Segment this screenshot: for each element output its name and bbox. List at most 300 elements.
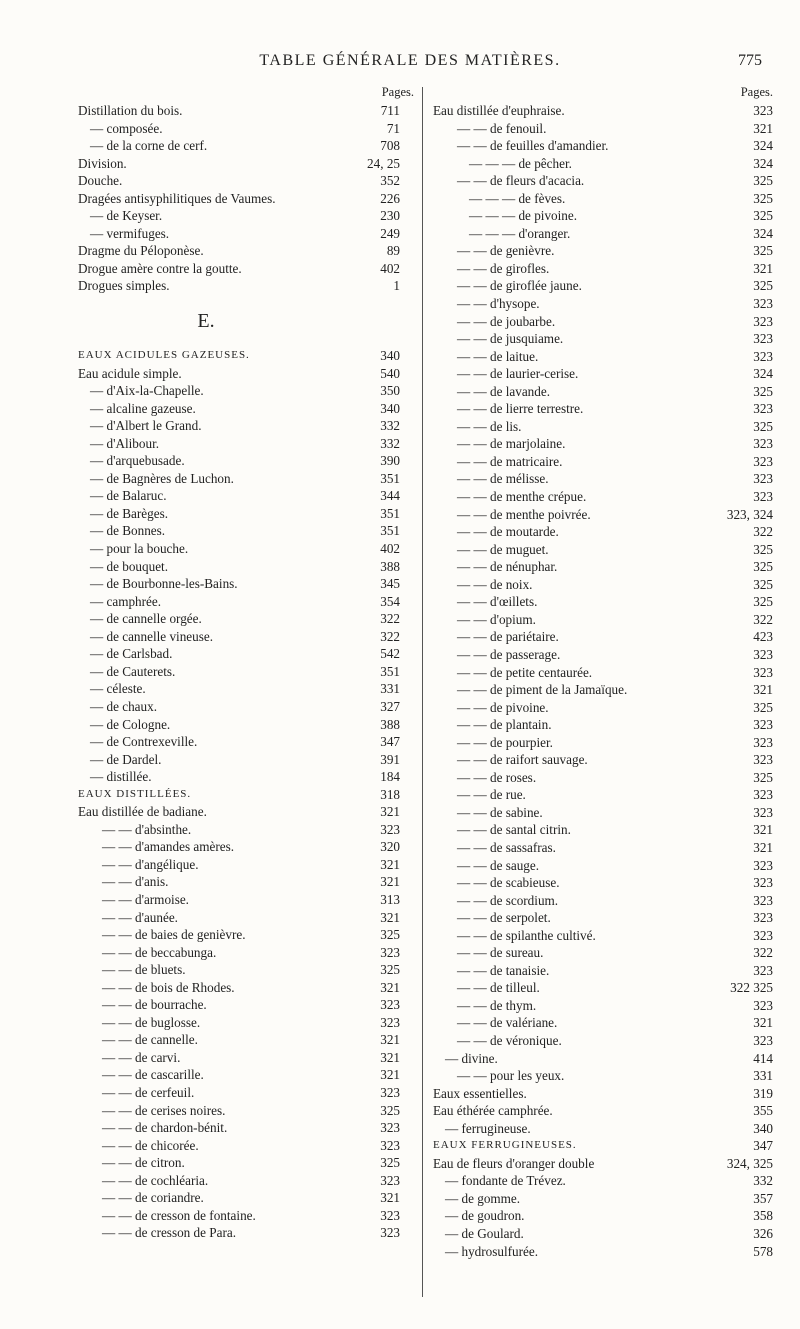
entry-page: 340 bbox=[753, 1120, 773, 1136]
entry-page: 323 bbox=[753, 734, 773, 750]
entry-text: Dragme du Péloponèse. bbox=[78, 243, 204, 259]
index-entry bbox=[433, 576, 773, 594]
index-entry bbox=[433, 1120, 773, 1138]
left-column bbox=[78, 87, 414, 1242]
index-entry bbox=[78, 382, 414, 400]
entry-page: 325 bbox=[753, 208, 773, 224]
entry-page: 1 bbox=[393, 278, 400, 294]
entry-page: 323 bbox=[380, 1207, 400, 1223]
entry-page: 322 bbox=[753, 945, 773, 961]
entry-text: Eau acidule simple. bbox=[78, 365, 182, 381]
entry-page: 323 bbox=[753, 787, 773, 803]
entry-text: — — de matricaire. bbox=[457, 453, 563, 469]
index-entry bbox=[433, 944, 773, 962]
entry-text: — — de jusquiame. bbox=[457, 331, 564, 347]
entry-page: 323 bbox=[753, 664, 773, 680]
pages-label-right: Pages. bbox=[740, 85, 773, 99]
index-entry bbox=[433, 383, 773, 401]
entry-text: — — de chardon-bénit. bbox=[102, 1120, 228, 1136]
pages-label-left: Pages. bbox=[381, 85, 414, 99]
entry-text: — de Carlsbad. bbox=[90, 646, 173, 662]
entry-page: 323 bbox=[753, 471, 773, 487]
index-entry bbox=[433, 137, 773, 155]
entry-page: 322 bbox=[380, 628, 400, 644]
entry-text: — ferrugineuse. bbox=[445, 1120, 531, 1136]
entry-page: 321 bbox=[753, 1015, 773, 1031]
index-entry bbox=[433, 1032, 773, 1050]
entry-page: 322 bbox=[753, 524, 773, 540]
entry-text: — — de scordium. bbox=[457, 892, 559, 908]
index-entry bbox=[78, 207, 414, 225]
entry-page: 351 bbox=[380, 663, 400, 679]
index-entry bbox=[78, 155, 414, 173]
index-entry bbox=[433, 1155, 773, 1173]
entry-page: 323 bbox=[753, 962, 773, 978]
index-entry bbox=[78, 522, 414, 540]
entry-text: — — — de fèves. bbox=[469, 190, 566, 206]
index-entry bbox=[78, 593, 414, 611]
entry-text: — de bouquet. bbox=[90, 558, 169, 574]
index-entry bbox=[78, 225, 414, 243]
entry-text: Distillation du bois. bbox=[78, 103, 183, 118]
index-entry bbox=[433, 839, 773, 857]
entry-text: — — de serpolet. bbox=[457, 910, 551, 926]
entry-text: — — d'absinthe. bbox=[102, 821, 192, 837]
entry-text: — pour la bouche. bbox=[90, 541, 189, 557]
entry-text: — — de joubarbe. bbox=[457, 313, 556, 329]
entry-page: 347 bbox=[380, 734, 400, 750]
entry-text: — — de cresson de Para. bbox=[102, 1225, 237, 1241]
entry-page: 323 bbox=[753, 646, 773, 662]
index-entry bbox=[78, 452, 414, 470]
index-entry bbox=[433, 593, 773, 611]
entry-text: — — de rue. bbox=[457, 787, 526, 803]
entry-text: — fondante de Trévez. bbox=[445, 1173, 566, 1189]
entry-text: — — de moutarde. bbox=[457, 524, 559, 540]
index-entry bbox=[433, 260, 773, 278]
index-entry bbox=[433, 611, 773, 629]
index-entry bbox=[78, 1031, 414, 1049]
entry-page: 323 bbox=[753, 997, 773, 1013]
entry-text: — — de tilleul. bbox=[457, 980, 540, 996]
index-entry bbox=[78, 698, 414, 716]
entry-page: 325 bbox=[380, 927, 400, 943]
index-entry bbox=[433, 962, 773, 980]
entry-text: Dragées antisyphilitiques de Vaumes. bbox=[78, 190, 276, 206]
entry-text: — — de lierre terrestre. bbox=[457, 401, 584, 417]
entry-text: — de Bagnères de Luchon. bbox=[90, 470, 234, 486]
index-entry bbox=[78, 417, 414, 435]
index-entry bbox=[78, 1207, 414, 1225]
entry-text: — — — de pêcher. bbox=[469, 155, 572, 171]
entry-page: 318 bbox=[380, 786, 400, 802]
entry-page: 323 bbox=[753, 103, 773, 118]
index-entry bbox=[78, 505, 414, 523]
index-entry bbox=[433, 242, 773, 260]
index-entry bbox=[78, 575, 414, 593]
index-entry bbox=[433, 892, 773, 910]
index-entry bbox=[433, 1102, 773, 1120]
entry-page: 323 bbox=[753, 313, 773, 329]
index-entry bbox=[78, 1172, 414, 1190]
entry-text: — de chaux. bbox=[90, 698, 158, 714]
index-entry bbox=[433, 646, 773, 664]
entry-page: 325 bbox=[753, 559, 773, 575]
index-entry bbox=[433, 751, 773, 769]
entry-page: 542 bbox=[380, 646, 400, 662]
entry-text: — — de lavande. bbox=[457, 383, 551, 399]
index-entry bbox=[433, 506, 773, 524]
entry-text: — — de cresson de fontaine. bbox=[102, 1207, 256, 1223]
index-entry bbox=[78, 190, 414, 208]
page-title: TABLE GÉNÉRALE DES MATIÈRES. bbox=[259, 52, 561, 69]
entry-text: — — de scabieuse. bbox=[457, 875, 560, 891]
entry-page: 184 bbox=[380, 769, 400, 785]
entry-text: — — de cannelle. bbox=[102, 1032, 198, 1048]
entry-text: — — de piment de la Jamaïque. bbox=[457, 682, 628, 698]
entry-text: — — d'amandes amères. bbox=[102, 839, 235, 855]
index-entry bbox=[78, 470, 414, 488]
entry-page: 326 bbox=[753, 1226, 773, 1241]
entry-page: 414 bbox=[753, 1050, 773, 1066]
left-entry-list-e bbox=[78, 347, 414, 1242]
index-entry bbox=[78, 1189, 414, 1207]
index-entry bbox=[78, 1014, 414, 1032]
entry-text: — — de marjolaine. bbox=[457, 436, 566, 452]
index-entry bbox=[433, 102, 773, 120]
entry-text: — de Cologne. bbox=[90, 716, 171, 732]
entry-text: — de Goulard. bbox=[445, 1226, 524, 1241]
entry-page: 324, 325 bbox=[726, 1155, 773, 1171]
entry-page: 340 bbox=[380, 400, 400, 416]
index-entry bbox=[78, 558, 414, 576]
index-entry bbox=[433, 769, 773, 787]
entry-page: 321 bbox=[380, 874, 400, 890]
entry-page: 321 bbox=[380, 909, 400, 925]
index-entry bbox=[433, 225, 773, 243]
index-entry bbox=[433, 348, 773, 366]
entry-text: — — de sassafras. bbox=[457, 839, 556, 855]
index-entry bbox=[433, 664, 773, 682]
entry-page: 578 bbox=[753, 1243, 773, 1259]
entry-text: — — de cascarille. bbox=[102, 1067, 204, 1083]
entry-page: 332 bbox=[753, 1173, 773, 1189]
index-entry bbox=[78, 1049, 414, 1067]
entry-page: 323 bbox=[753, 489, 773, 505]
entry-page: 325 bbox=[753, 383, 773, 399]
entry-text: — — de bois de Rhodes. bbox=[102, 979, 235, 995]
entry-page: 325 bbox=[753, 576, 773, 592]
index-entry bbox=[433, 365, 773, 383]
entry-page: 323 bbox=[753, 910, 773, 926]
index-entry bbox=[433, 979, 773, 997]
entry-page: 323 bbox=[753, 436, 773, 452]
entry-text: — — de coriandre. bbox=[102, 1190, 204, 1206]
entry-text: — — de beccabunga. bbox=[102, 944, 217, 960]
entry-text: — — de petite centaurée. bbox=[457, 664, 593, 680]
index-entry bbox=[433, 716, 773, 734]
entry-text: — camphrée. bbox=[90, 593, 162, 609]
entry-page: 323 bbox=[753, 331, 773, 347]
entry-page: 351 bbox=[380, 523, 400, 539]
entry-page: 321 bbox=[380, 1032, 400, 1048]
index-entry bbox=[78, 645, 414, 663]
entry-page: 321 bbox=[380, 804, 400, 820]
entry-page: 324 bbox=[753, 155, 773, 171]
index-entry bbox=[433, 927, 773, 945]
entry-text: — — d'angélique. bbox=[102, 856, 199, 872]
index-entry bbox=[78, 1066, 414, 1084]
entry-text: — — de feuilles d'amandier. bbox=[457, 138, 609, 154]
index-entry bbox=[433, 1067, 773, 1085]
entry-page: 350 bbox=[380, 383, 400, 399]
entry-page: 325 bbox=[380, 962, 400, 978]
entry-text: — — d'armoise. bbox=[102, 891, 189, 907]
index-entry bbox=[78, 838, 414, 856]
entry-page: 323 bbox=[753, 892, 773, 908]
entry-page: 323 bbox=[753, 752, 773, 768]
entry-text: — — de cochléaria. bbox=[102, 1172, 209, 1188]
entry-text: Eau éthérée camphrée. bbox=[433, 1103, 553, 1119]
index-entry bbox=[78, 803, 414, 821]
entry-text: — hydrosulfurée. bbox=[445, 1243, 539, 1259]
entry-page: 391 bbox=[380, 751, 400, 767]
entry-page: 321 bbox=[380, 1067, 400, 1083]
entry-page: 323 bbox=[753, 804, 773, 820]
entry-text: — d'Alibour. bbox=[90, 435, 160, 451]
entry-page: 322 bbox=[753, 611, 773, 627]
entry-page: 351 bbox=[380, 470, 400, 486]
index-entry bbox=[433, 400, 773, 418]
entry-text: — — de bourrache. bbox=[102, 997, 207, 1013]
entry-text: — — de pariétaire. bbox=[457, 629, 559, 645]
entry-text: — — de laitue. bbox=[457, 348, 539, 364]
entry-page: 319 bbox=[753, 1085, 773, 1101]
index-entry bbox=[433, 821, 773, 839]
entry-page: 24, 25 bbox=[367, 155, 400, 171]
entry-page: 325 bbox=[753, 418, 773, 434]
entry-text: — — de passerage. bbox=[457, 646, 561, 662]
entry-text: EAUX ACIDULES GAZEUSES. bbox=[78, 349, 250, 362]
entry-text: — de Cauterets. bbox=[90, 663, 176, 679]
index-entry bbox=[78, 909, 414, 927]
entry-text: — de cannelle orgée. bbox=[90, 611, 202, 627]
index-entry bbox=[433, 786, 773, 804]
entry-text: — — d'anis. bbox=[102, 874, 169, 890]
entry-page: 358 bbox=[753, 1208, 773, 1224]
index-entry bbox=[433, 874, 773, 892]
entry-page: 323 bbox=[753, 453, 773, 469]
index-entry bbox=[78, 1119, 414, 1137]
pages-label-left-container bbox=[78, 87, 414, 102]
entry-text: — — de muguet. bbox=[457, 541, 549, 557]
pages-label-right-container bbox=[433, 87, 773, 102]
entry-text: EAUX DISTILLÉES. bbox=[78, 787, 192, 800]
index-entry bbox=[78, 768, 414, 786]
index-entry bbox=[78, 821, 414, 839]
entry-text: — de Dardel. bbox=[90, 751, 162, 767]
entry-text: Drogue amère contre la goutte. bbox=[78, 260, 242, 276]
index-entry bbox=[78, 786, 414, 804]
entry-page: 345 bbox=[380, 576, 400, 592]
entry-page: 354 bbox=[380, 593, 400, 609]
index-entry bbox=[78, 961, 414, 979]
entry-text: — — de valériane. bbox=[457, 1015, 558, 1031]
entry-page: 327 bbox=[380, 698, 400, 714]
entry-page: 540 bbox=[380, 365, 400, 381]
entry-text: — — d'aunée. bbox=[102, 909, 178, 925]
index-entry bbox=[433, 804, 773, 822]
entry-page: 323 bbox=[753, 401, 773, 417]
entry-page: 324 bbox=[753, 366, 773, 382]
entry-text: — — de raifort sauvage. bbox=[457, 752, 588, 768]
index-entry bbox=[433, 1014, 773, 1032]
entry-text: — — de lis. bbox=[457, 418, 522, 434]
index-entry bbox=[433, 172, 773, 190]
entry-text: Division. bbox=[78, 155, 127, 171]
index-entry bbox=[433, 1225, 773, 1243]
index-entry bbox=[78, 733, 414, 751]
index-entry bbox=[78, 172, 414, 190]
entry-page: 323 bbox=[753, 296, 773, 312]
index-entry bbox=[78, 347, 414, 365]
index-entry bbox=[78, 610, 414, 628]
index-entry bbox=[433, 470, 773, 488]
entry-text: — de gomme. bbox=[445, 1190, 521, 1206]
entry-page: 323 bbox=[380, 944, 400, 960]
entry-text: — — de mélisse. bbox=[457, 471, 549, 487]
entry-text: — de Balaruc. bbox=[90, 488, 167, 504]
entry-page: 323 bbox=[753, 717, 773, 733]
entry-text: — — de sauge. bbox=[457, 857, 540, 873]
entry-page: 321 bbox=[380, 1049, 400, 1065]
entry-text: — de Bourbonne-les-Bains. bbox=[90, 576, 238, 592]
index-entry bbox=[78, 277, 414, 295]
entry-page: 226 bbox=[380, 190, 400, 206]
entry-page: 332 bbox=[380, 435, 400, 451]
index-entry bbox=[433, 435, 773, 453]
entry-text: — — pour les yeux. bbox=[457, 1068, 565, 1084]
index-entry bbox=[78, 1224, 414, 1242]
entry-page: 351 bbox=[380, 505, 400, 521]
index-entry bbox=[78, 137, 414, 155]
entry-page: 323 bbox=[753, 927, 773, 943]
index-entry bbox=[433, 909, 773, 927]
entry-page: 321 bbox=[753, 682, 773, 698]
entry-text: — — de pourpier. bbox=[457, 734, 553, 750]
index-entry bbox=[433, 997, 773, 1015]
entry-page: 323 bbox=[753, 348, 773, 364]
page-number: 775 bbox=[738, 52, 762, 69]
entry-page: 323 bbox=[380, 1014, 400, 1030]
entry-text: — vermifuges. bbox=[90, 225, 170, 241]
entry-text: Douche. bbox=[78, 173, 123, 189]
entry-page: 325 bbox=[753, 699, 773, 715]
index-entry bbox=[78, 1137, 414, 1155]
entry-text: — — de sureau. bbox=[457, 945, 544, 961]
entry-page: 325 bbox=[380, 1155, 400, 1171]
index-entry bbox=[78, 926, 414, 944]
entry-page: 402 bbox=[380, 260, 400, 276]
entry-text: — — — d'oranger. bbox=[469, 225, 571, 241]
entry-text: — composée. bbox=[90, 120, 163, 136]
index-entry bbox=[433, 1050, 773, 1068]
entry-text: — d'arquebusade. bbox=[90, 453, 185, 469]
index-entry bbox=[78, 242, 414, 260]
index-entry bbox=[433, 1190, 773, 1208]
left-entry-list bbox=[78, 102, 414, 295]
entry-text: — de cannelle vineuse. bbox=[90, 628, 214, 644]
index-entry bbox=[78, 856, 414, 874]
index-entry bbox=[433, 1137, 773, 1155]
entry-text: — de Keyser. bbox=[90, 208, 163, 224]
entry-page: 321 bbox=[380, 856, 400, 872]
entry-page: 321 bbox=[753, 839, 773, 855]
entry-page: 71 bbox=[386, 120, 400, 136]
index-entry bbox=[433, 734, 773, 752]
index-entry bbox=[78, 716, 414, 734]
index-entry bbox=[433, 190, 773, 208]
entry-text: — — de chicorée. bbox=[102, 1137, 199, 1153]
entry-text: — de goudron. bbox=[445, 1208, 525, 1224]
entry-page: 323, 324 bbox=[726, 506, 773, 522]
index-entry bbox=[78, 400, 414, 418]
index-entry bbox=[433, 699, 773, 717]
index-entry bbox=[433, 313, 773, 331]
entry-text: Eau distillée de badiane. bbox=[78, 804, 207, 820]
entry-page: 323 bbox=[753, 1032, 773, 1048]
index-entry bbox=[433, 120, 773, 138]
entry-text: — — de menthe crépue. bbox=[457, 489, 587, 505]
entry-page: 388 bbox=[380, 716, 400, 732]
index-entry bbox=[433, 277, 773, 295]
entry-page: 323 bbox=[380, 997, 400, 1013]
entry-page: 89 bbox=[386, 243, 400, 259]
entry-page: 708 bbox=[380, 138, 400, 154]
entry-page: 388 bbox=[380, 558, 400, 574]
index-entry bbox=[433, 207, 773, 225]
entry-page: 323 bbox=[380, 1137, 400, 1153]
entry-text: — de Bonnes. bbox=[90, 523, 166, 539]
right-entry-list bbox=[433, 102, 773, 1260]
index-entry bbox=[433, 1207, 773, 1225]
entry-page: 325 bbox=[380, 1102, 400, 1118]
entry-page: 320 bbox=[380, 839, 400, 855]
entry-page: 402 bbox=[380, 541, 400, 557]
index-entry bbox=[433, 488, 773, 506]
entry-page: 324 bbox=[753, 225, 773, 241]
entry-text: — — — de pivoine. bbox=[469, 208, 578, 224]
section-letter: E. bbox=[197, 310, 215, 333]
entry-text: — — de sabine. bbox=[457, 804, 543, 820]
index-entry bbox=[433, 453, 773, 471]
entry-text: — divine. bbox=[445, 1050, 498, 1066]
entry-text: — d'Albert le Grand. bbox=[90, 418, 202, 434]
entry-page: 322 bbox=[380, 611, 400, 627]
index-entry bbox=[78, 944, 414, 962]
entry-page: 324 bbox=[753, 138, 773, 154]
index-entry bbox=[433, 155, 773, 173]
entry-text: — — de girofles. bbox=[457, 260, 550, 276]
index-entry bbox=[433, 418, 773, 436]
entry-text: — — de baies de genièvre. bbox=[102, 927, 246, 943]
entry-text: — — de véronique. bbox=[457, 1032, 562, 1048]
entry-page: 331 bbox=[753, 1068, 773, 1084]
index-entry bbox=[433, 330, 773, 348]
index-entry bbox=[78, 751, 414, 769]
entry-text: — — de menthe poivrée. bbox=[457, 506, 591, 522]
entry-text: — — de noix. bbox=[457, 576, 533, 592]
